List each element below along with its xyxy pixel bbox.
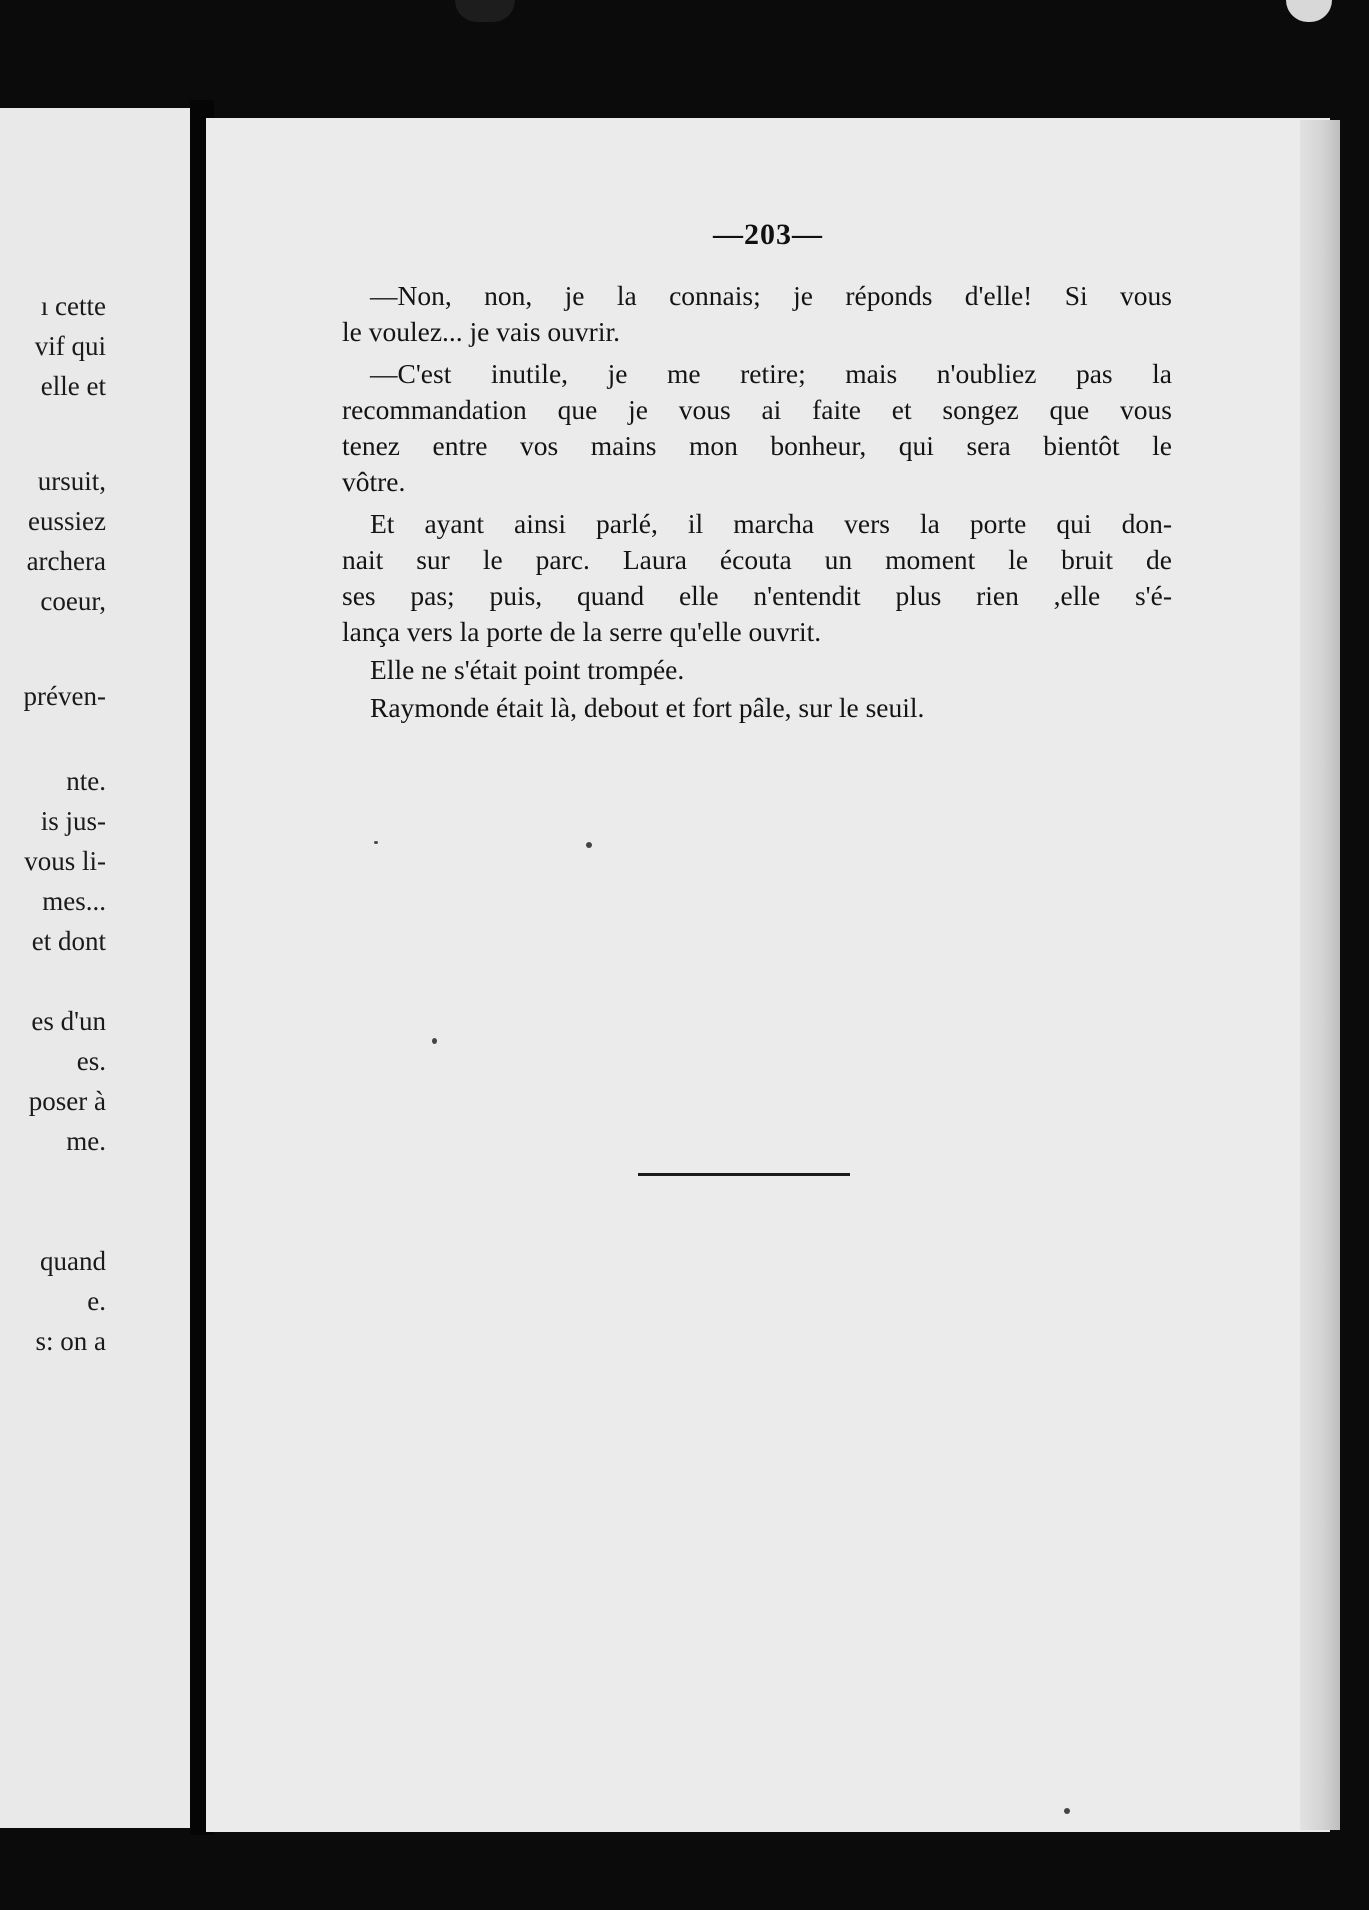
previous-page-line: ursuit, <box>37 466 106 496</box>
previous-page-line: eussiez <box>28 506 106 536</box>
previous-page-line: elle et <box>40 371 106 401</box>
previous-page-line: et dont <box>31 926 106 956</box>
page-text-line: lança vers la porte de la serre qu'elle ouvrit. <box>342 616 822 647</box>
previous-page-line: quand <box>40 1246 106 1276</box>
previous-page-line: coeur, <box>40 586 106 616</box>
page-text-line: Et ayant ainsi parlé, il marcha vers la porte qui don- <box>370 508 1172 539</box>
end-of-chapter-rule <box>638 1173 850 1176</box>
page-number: —203— <box>713 218 823 251</box>
page-text-line: Elle ne s'était point trompée. <box>370 654 685 685</box>
previous-page-line: me. <box>66 1126 106 1156</box>
previous-page-line: is jus- <box>40 806 106 836</box>
scan-speck <box>374 841 378 844</box>
scan-speck <box>432 1038 437 1044</box>
previous-page-line: es d'un <box>31 1006 106 1036</box>
page-text-line: —Non, non, je la connais; je réponds d'elle! Si vous <box>370 280 1172 311</box>
page-text-line: nait sur le parc. Laura écouta un moment le bruit de <box>342 544 1172 575</box>
previous-page-fragment <box>0 108 190 1828</box>
previous-page-line: préven- <box>23 681 106 711</box>
previous-page-line: e. <box>87 1286 106 1316</box>
previous-page-line: es. <box>76 1046 106 1076</box>
page-text-line: Raymonde était là, debout et fort pâle, sur le seuil. <box>370 692 925 723</box>
page-text-line: recommandation que je vous ai faite et songez que vous <box>342 394 1172 425</box>
previous-page-line: vous li- <box>24 846 106 876</box>
previous-page-line: poser à <box>28 1086 106 1116</box>
scan-artifact <box>1286 0 1332 22</box>
previous-page-line: ı cette <box>40 291 106 321</box>
previous-page-line: s: on a <box>35 1326 106 1356</box>
previous-page-line: vif qui <box>34 331 106 361</box>
scan-speck <box>586 842 592 848</box>
page-text-line: vôtre. <box>342 466 406 497</box>
page-text-line: le voulez... je vais ouvrir. <box>342 316 620 347</box>
scan-artifact <box>455 0 515 22</box>
page-text-line: —C'est inutile, je me retire; mais n'oubliez pas la <box>370 358 1172 389</box>
page-edge <box>1300 120 1340 1830</box>
page <box>206 118 1330 1832</box>
previous-page-line: mes... <box>42 886 106 916</box>
previous-page-line: archera <box>26 546 106 576</box>
previous-page-line: nte. <box>66 766 106 796</box>
scan-speck <box>1064 1808 1070 1814</box>
page-text-line: tenez entre vos mains mon bonheur, qui sera bientôt le <box>342 430 1172 461</box>
page-text-line: ses pas; puis, quand elle n'entendit plus rien ,elle s'é- <box>342 580 1172 611</box>
